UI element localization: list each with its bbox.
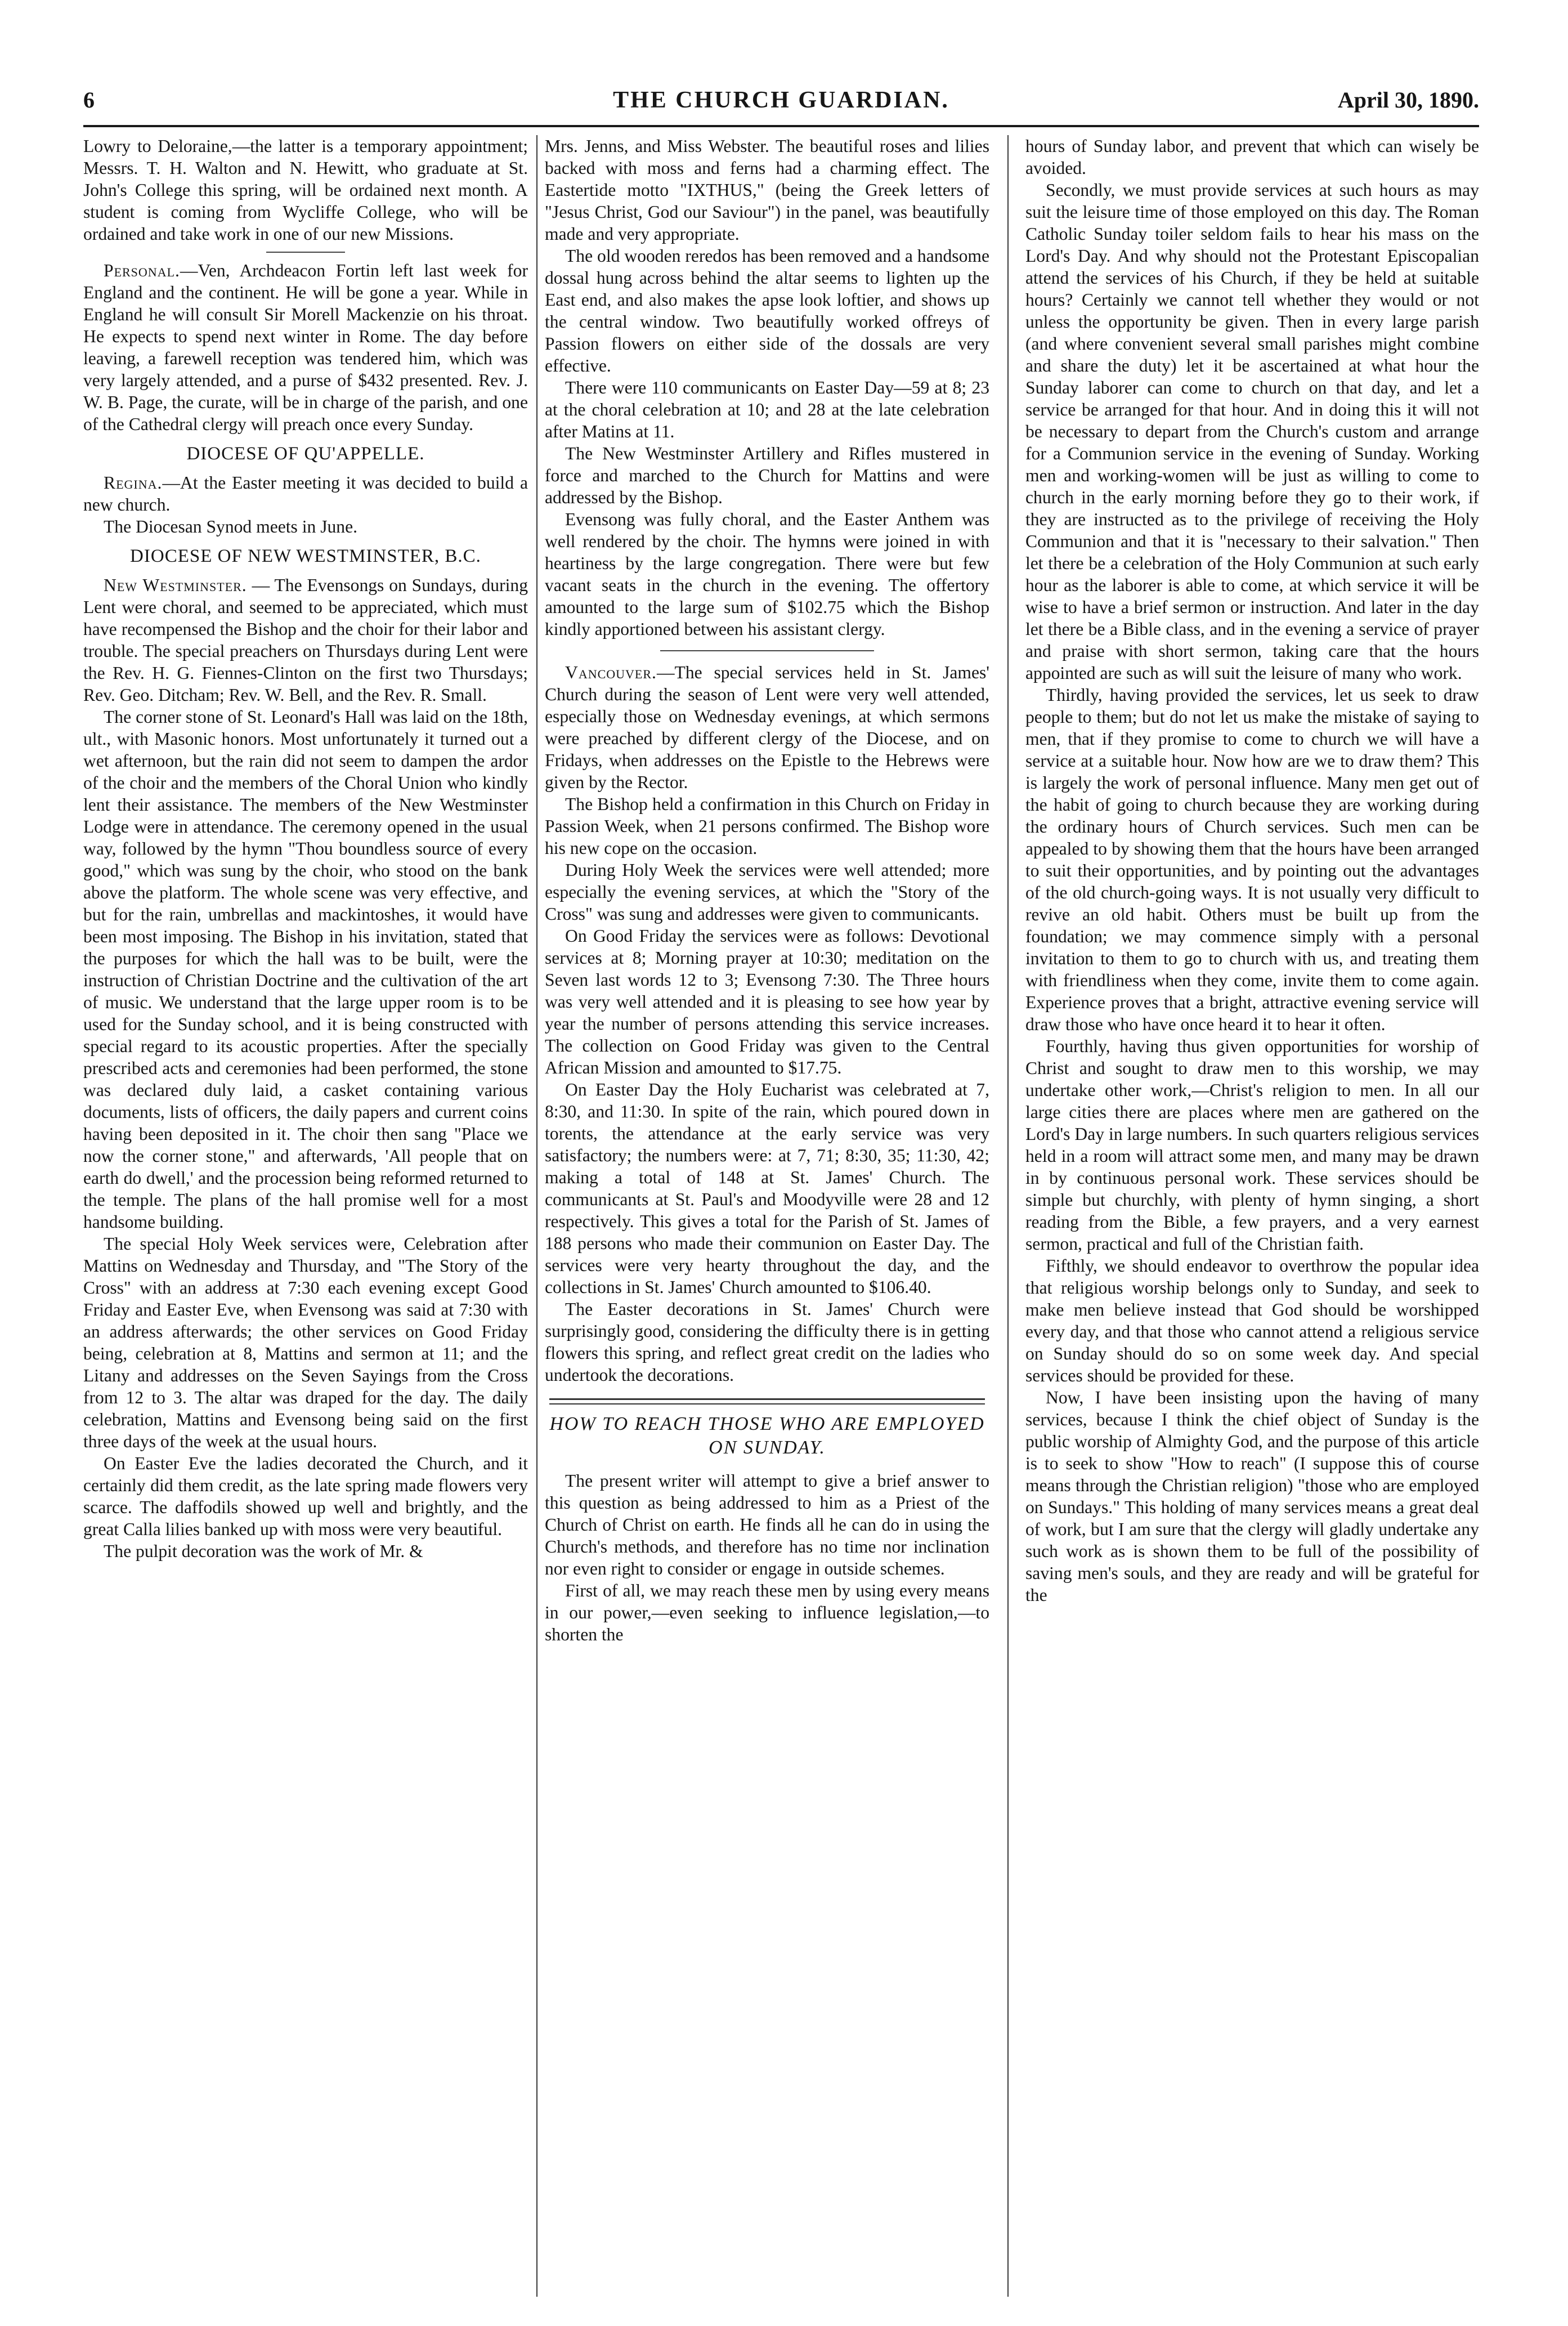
column-rule: [1007, 135, 1009, 2297]
separator: [660, 650, 874, 651]
paragraph: Thirdly, having provided the services, let us seek to draw people to them; but do not let us make the mistake of saying to men, that if they promise to come to church we will have a service at a suitable hour. Now how are we to draw them? This is largely the work of personal influence. Many men get out of the habit of going to church because they are working during the ordinary hours of Church services. Such men can be appealed to by showing them that the hours have been arranged to suit their opportunities, and by pointing out the advantages of the old church-going ways. It is not usually very difficult to revive an old habit. Others must be built up from the foundation; we may commence simply with a personal invitation to them to go to church with us, and treating them with friendliness when they come, invite them to come again. Experience proves that a bright, attractive evening service will draw those who have once heard it to hear it often.: [1025, 685, 1479, 1034]
paragraph-regina: [83, 472, 528, 516]
page-header: [83, 84, 1479, 127]
paragraph: The old wooden reredos has been removed and a handsome dossal hung across behind the altar seems to lighten up the East end, and also makes the apse look loftier, and shows up the central window. Two beautifully worked offreys of Passion flowers on either side of the dossals are very effective.: [545, 246, 989, 375]
paragraph: Evensong was fully choral, and the Easter Anthem was well rendered by the choir. The hymns were joined in with heartiness by the large congregation. There were but few vacant seats in the church in the evening. The offertory amounted to the large sum of $102.75 which the Bishop kindly apportioned between his assistant clergy.: [545, 509, 989, 639]
paragraph: The corner stone of St. Leonard's Hall was laid on the 18th, ult., with Masonic honors. Most unfortunately it turned out a wet afternoon, but the rain did not seem to dampen the ardor of the choir and the members of the Choral Union who kindly lent their assistance. The members of the New Westminster Lodge were in attendance. The ceremony opened in the usual way, followed by the hymn "Thou boundless source of every good," which was sung by the choir, who stood on the bank above the platform. The whole scene was very effective, and but for the rain, umbrellas and mackintoshes, it would have been most imposing. The Bishop in his invitation, stated that the purposes for which the hall was to be built, were the instruction of Christian Doctrine and the cultivation of the art of music. We understand that the large upper room is to be used for the Sunday school, and it is being constructed with special regard to its acoustic properties. After the specially prescribed acts and ceremonies had been performed, the stone was declared duly laid, a casket containing various documents, lists of officers, the daily papers and current coins having been deposited in it. The choir then sang "Place we now the corner stone," and afterwards, 'All people that on earth do dwell,' and the procession being reformed returned to the temple. The plans of the hall promise well for a most handsome building.: [83, 707, 528, 1232]
article-title: HOW TO REACH THOSE WHO ARE EMPLOYED ON SUNDAY.: [549, 1414, 985, 1458]
paragraph: First of all, we may reach these men by using every means in our power,—even seeking to influence legislation,—to shorten the: [545, 1581, 989, 1644]
page-number: 6: [83, 87, 95, 113]
paragraph: The New Westminster Artillery and Rifles mustered in force and marched to the Church for Mattins and were addressed by the Bishop.: [545, 444, 989, 507]
paragraph: Fifthly, we should endeavor to overthrow the popular idea that religious worship belongs only to Sunday, and seek to make men believe instead that God should be worshipped every day, and that those who cannot attend a religious service on Sunday should do so on some week day. And special services should be provided for these.: [1025, 1256, 1479, 1385]
paragraph: The Easter decorations in St. James' Church were surprisingly good, considering the difficulty there is in getting flowers this spring, and reflect great credit on the ladies who undertook the decorations.: [545, 1299, 989, 1385]
paragraph: The pulpit decoration was the work of Mr. &: [104, 1541, 423, 1561]
paragraph: On Easter Day the Holy Eucharist was celebrated at 7, 8:30, and 11:30. In spite of the rain, which poured down in torents, the attendance at the early service was very satisfactory; the numbers were: at 7, 71; 8:30, 35; 11:30, 42; making a total of 148 at St. James' Church. The communicants at St. Paul's and Moodyville were 28 and 12 respectively. This gives a total for the Parish of St. James of 188 persons who made their communion on Easter Day. The services were very hearty throughout the day, and the collections in St. James' Church amounted to $106.40.: [545, 1080, 989, 1297]
paragraph: Lowry to Deloraine,—the latter is a temporary appointment; Messrs. T. H. Walton and N. Hewitt, who graduate at St. John's College this spring, will be ordained next month. A student is coming from Wycliffe College, who will be ordained and take work in one of our new Missions.: [83, 136, 528, 244]
paragraph: During Holy Week the services were well attended; more especially the evening services, at which the "Story of the Cross" was sung and addresses were given to communicants.: [545, 860, 989, 924]
lead-word: Regina.: [104, 473, 163, 493]
paragraph-new-westminster: [83, 574, 528, 706]
paragraph: Mrs. Jenns, and Miss Webster. The beautiful roses and lilies backed with moss and ferns had a charming effect. The Eastertide motto "IXTHUS," (being the Greek letters of "Jesus Christ, God our Saviour") in the panel, was beautifully made and very appropriate.: [545, 136, 989, 244]
column-3: [1025, 135, 1479, 2297]
column-1: [83, 135, 528, 2297]
paragraph: The present writer will attempt to give a brief answer to this question as being addressed to him as a Priest of the Church of Christ on earth. He finds all he can do in using the Church's methods, and therefore has no time nor inclination nor even right to consider or engage in outside schemes.: [545, 1471, 989, 1578]
paragraph: The special Holy Week services were, Celebration after Mattins on Wednesday and Thursday, and "The Story of the Cross" with an address at 7:30 each evening except Good Friday and Easter Eve, when Evensong was said at 7:30 with an address afterwards; the other services on Good Friday being, celebration at 8, Mattins and sermon at 11; and the Litany and addresses on the Seven Sayings from the Cross from 12 to 3. The altar was draped for the day. The daily celebration, Mattins and Evensong being said on the first three days of the week at the usual hours.: [83, 1234, 528, 1451]
paragraph-text: — The Evensongs on Sundays, during Lent were choral, and seemed to be appreciated, which must have recompensed the Bishop and the choir for their labor and trouble. The special preachers on Thursdays during Lent were the Rev. H. G. Fiennes-Clinton on the first two Thursdays; Rev. Geo. Ditcham; Rev. W. Bell, and the Rev. R. Small.: [83, 575, 528, 705]
paragraph: The Bishop held a confirmation in this Church on Friday in Passion Week, when 21 persons confirmed. The Bishop wore his new cope on the occasion.: [545, 794, 989, 858]
section-heading: DIOCESE OF QU'APPELLE.: [186, 444, 425, 464]
paragraph-personal: [83, 260, 528, 435]
paragraph: hours of Sunday labor, and prevent that which can wisely be avoided.: [1025, 136, 1479, 178]
lead-word: Personal.: [104, 261, 180, 280]
paragraph-text: —Ven, Archdeacon Fortin left last week for England and the continent. He will be gone a year. While in England he will consult Sir Morell Mackenzie on his throat. He expects to spend next winter in Rome. The day before leaving, a farewell reception was tendered him, which was very largely attended, and a purse of $432 presented. Rev. J. W. B. Page, the curate, will be in charge of the parish, and one of the Cathedral clergy will preach once every Sunday.: [83, 261, 528, 434]
paragraph-text: —The special services held in St. James' Church during the season of Lent were very well attended, especially those on Wednesday evenings, at which sermons were preached by different clergy of the Diocese, and on Fridays, when addresses on the Epistle to the Hebrews were given by the Rector.: [545, 663, 989, 792]
section-heading: DIOCESE OF NEW WESTMINSTER, B.C.: [130, 546, 481, 566]
separator: [266, 252, 345, 253]
paragraph: Now, I have been insisting upon the having of many services, because I think the chief object of Sunday is the public worship of Almighty God, and the purpose of this article is to seek to show "How to reach" (I suppose this of course means through the Christian religion) "those who are employed on Sundays." This holding of many services means a great deal of work, but I am sure that the clergy will gladly undertake any such work as is shown them to be full of the possibility of saving men's souls, and they are ready and will be grateful for the: [1025, 1388, 1479, 1605]
paragraph: Fourthly, having thus given opportunities for worship of Christ and sought to draw men to this worship, we may undertake other work,—Christ's religion to men. In all our large cities there are places where men are gathered on the Lord's Day in large numbers. In such quarters religious services held in a room will attract some men, and many may be drawn in by continuous personal work. These services should be simple but churchly, with plenty of hymn singing, a short reading from the Bible, a few prayers, and a very earnest sermon, practical and full of the Christian faith.: [1025, 1036, 1479, 1254]
lead-word: Vancouver.: [565, 663, 657, 682]
lead-word: New Westminster.: [104, 575, 247, 595]
column-rule: [536, 135, 537, 2297]
paragraph: Secondly, we must provide services at such hours as may suit the leisure time of those employed on this day. The Roman Catholic Sunday toiler seldom fails to hear his mass on the Lord's Day. And why should not the Protestant Episcopalian attend the services of his Church, if they be held at suitable hours? Certainly we cannot tell whether they would or not unless the opportunity be given. Then in every large parish (and where convenient several small parishes might combine and share the duty) let it be ascertained at what hour the Sunday laborer can come to church on that day, and let a service be arranged for that hour. And in doing this it will not be necessary to depart from the Church's custom and arrange for a Communion service in the evening of Sunday. Working men and working-women will be just as willing to come to church in the early morning before they go to their work, if they are instructed as to the privilege of receiving the Holy Communion and that it is "necessary to their salvation." Then let there be a celebration of the Holy Communion at such early hour as the laborer is able to come, at which service it will be wise to have a brief sermon or instruction. And later in the day let there be a Bible class, and in the evening a service of prayer and praise with short sermon, taking care that the hours appointed are such as will suit the leisure of many who work.: [1025, 180, 1479, 683]
paragraph: The Diocesan Synod meets in June.: [104, 517, 357, 536]
paragraph: On Good Friday the services were as follows: Devotional services at 8; Morning prayer at 10:30; meditation on the Seven last words 12 to 3; Evensong 7:30. The Three hours was very well attended and it is pleasing to see how year by year the number of persons attending this service increases. The collection on Good Friday was given to the Central African Mission and amounted to $17.75.: [545, 926, 989, 1077]
paragraph-vancouver: [545, 661, 989, 793]
article-rule: [549, 1398, 985, 1404]
paragraph-text: —At the Easter meeting it was decided to build a new church.: [83, 473, 528, 515]
column-2: [545, 135, 989, 2297]
issue-date: April 30, 1890.: [1337, 87, 1479, 113]
masthead: THE CHURCH GUARDIAN.: [613, 87, 949, 113]
paragraph: On Easter Eve the ladies decorated the Church, and it certainly did them credit, as the late spring made flowers very scarce. The daffodils showed up well and brightly, and the great Calla lilies banked up with moss were very beautiful.: [83, 1453, 528, 1539]
paragraph: There were 110 communicants on Easter Day—59 at 8; 23 at the choral celebration at 10; and 28 at the late celebration after Matins at 11.: [545, 378, 989, 441]
